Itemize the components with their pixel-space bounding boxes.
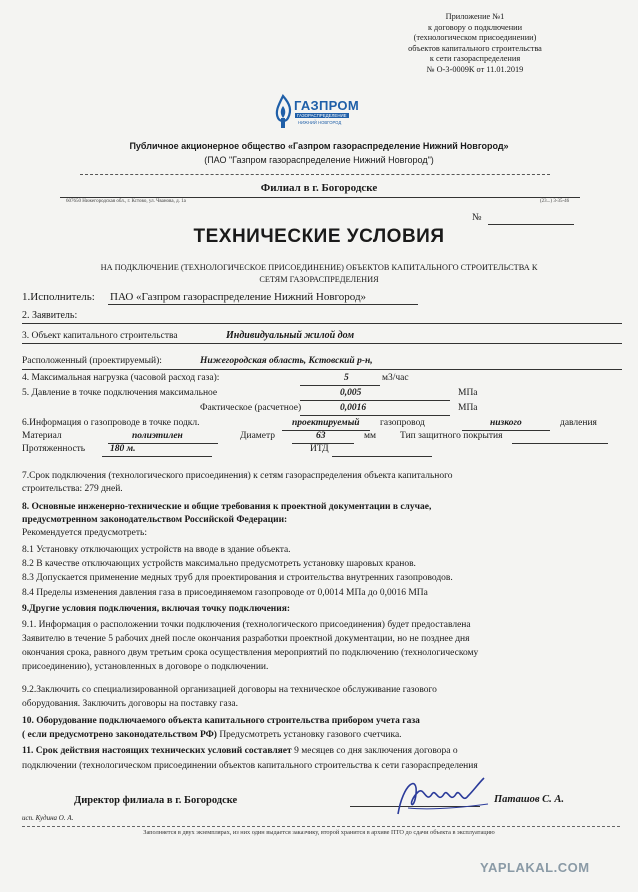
length-label: Протяженность [22, 444, 86, 454]
load-label: 4. Максимальная нагрузка (часовой расход газа): [22, 373, 220, 383]
signature-title: Директор филиала в г. Богородске [74, 795, 238, 806]
branch-address: 607650 Нижегородская обл., г. Кстово, ул. Чванова, д. 1а [66, 199, 186, 204]
section-10 [22, 714, 597, 742]
executor-label: 1.Исполнитель: [22, 291, 95, 303]
pipe-pressure-suffix: давления [560, 418, 597, 428]
diameter-value: 63 [316, 431, 326, 441]
flame-icon [270, 94, 296, 130]
doc-number-label: № [472, 212, 482, 223]
handwritten-signature [388, 764, 508, 824]
section-9-heading [22, 603, 597, 616]
text-line: 10. Оборудование подключаемого объекта капитального строительства прибором учета газа [22, 716, 420, 726]
gazprom-logo [270, 94, 370, 134]
text-line: строительства: 279 дней. [22, 484, 123, 495]
pipe-info-label: 6.Информация о газопроводе в точке подкл. [22, 418, 200, 428]
itd-label: ИТД [310, 444, 329, 454]
pressure-unit2: МПа [458, 403, 478, 413]
pressure-label: 5. Давление в точке подключения максимальное [22, 388, 218, 398]
executor-value: ПАО «Газпром газораспределение Нижний Новгород» [110, 291, 367, 303]
text-line: окончания срока, равного двум третьим срока осуществления мероприятий по подключению (технологическому [22, 648, 479, 658]
section-7 [22, 470, 597, 496]
list-item: 8.2 В качестве отключающих устройств максимально предусмотреть установку шаровых кранов. [22, 559, 416, 570]
applicant-label: 2. Заявитель: [22, 310, 78, 321]
section-8-items [22, 543, 597, 600]
field-underline [512, 443, 608, 444]
section-8-rec [22, 527, 597, 540]
coating-label: Тип защитного покрытия [400, 431, 503, 441]
section-9-1 [22, 618, 597, 674]
text-bold: ( если предусмотрено законодательством РФ) [22, 730, 217, 740]
text-line: 7.Срок подключения (технологического присоединения) к сетям газораспределения объекта капитального [22, 471, 453, 481]
object-label: 3. Объект капитального строительства [22, 331, 178, 341]
length-value: 180 м. [110, 444, 136, 454]
divider [80, 174, 550, 175]
field-underline [300, 415, 450, 416]
material-value: полиэтилен [132, 431, 183, 441]
watermark: YAPLAKAL.COM [480, 860, 590, 875]
text-line: оборудования. Заключить договоры на поставку газа. [22, 699, 239, 709]
field-underline [300, 400, 450, 401]
page-title: ТЕХНИЧЕСКИЕ УСЛОВИЯ [193, 226, 445, 247]
text-line: 9.2.Заключить со специализированной организацией договоры на техническое обслуживание газового [22, 685, 437, 695]
section-11 [22, 744, 597, 774]
appendix-line: объектов капитального строительства [408, 43, 542, 53]
field-underline [300, 385, 380, 386]
logo-sub2: НИЖНИЙ НОВГОРОД [298, 120, 342, 125]
branch-name: Филиал в г. Богородске [260, 182, 378, 194]
appendix-block [350, 12, 600, 76]
appendix-line: к сети газораспределения [429, 54, 521, 64]
object-value: Индивидуальный жилой дом [226, 330, 355, 341]
text-line: присоединению), установленных в договоре о подключении. [22, 662, 269, 672]
list-item: 8.1 Установку отключающих устройств на вводе в здание объекта. [22, 545, 291, 555]
doc-number-line [488, 224, 574, 225]
pressure-fact-label: Фактическое (расчетное) [200, 403, 302, 413]
divider [22, 826, 620, 827]
section-9-2 [22, 683, 597, 711]
pressure-fact: 0,0016 [340, 403, 367, 413]
field-underline [102, 456, 212, 457]
section-8-heading [22, 501, 597, 527]
field-underline [22, 343, 622, 344]
pipe-word: газопровод [380, 418, 425, 428]
diameter-label: Диаметр [240, 431, 276, 441]
location-label: Расположенный (проектируемый): [22, 356, 162, 366]
list-item: 8.4 Пределы изменения давления газа в присоединяемом газопроводе от 0,0014 МПа до 0,0016 МПа [22, 587, 428, 598]
diameter-unit: мм [364, 431, 377, 441]
appendix-line: № О-3-0009К от 11.01.2019 [426, 64, 524, 74]
appendix-line: Приложение №1 [445, 12, 505, 21]
appendix-line: к договору о подключении [427, 22, 523, 32]
text-rest: 9 месяцев со дня заключения договора о [291, 746, 458, 756]
subtitle [0, 262, 638, 286]
branch-phone: (23...) 3-35-46 [540, 199, 570, 204]
text-line: подключении (технологическом присоединении объектов капитального строительства к сети газораспределения [22, 761, 478, 771]
org-full-name: Публичное акционерное общество «Газпром газораспределение Нижний Новгород» [129, 141, 509, 151]
text-line: 9.1. Информация о расположении точки подключения (технологического присоединения) будет предоставлена [22, 620, 471, 630]
executor-note: исп. Кудина О. А. [22, 814, 74, 822]
pressure-unit: МПа [458, 388, 478, 398]
field-underline [332, 456, 432, 457]
text-line: 8. Основные инженерно-технические и общие требования к проектной документации в случае, [22, 502, 432, 512]
text-line: 9.Другие условия подключения, включая точку подключения: [22, 604, 291, 614]
material-label: Материал [22, 431, 62, 441]
text-line: предусмотренном законодательством Российской Федерации: [22, 515, 288, 526]
signature-name: Паташов С. А. [494, 794, 565, 805]
footer-note: Заполняется в двух экземплярах, из них один выдается заказчику, второй хранится в архиве ПТО до сдачи объекта в эксплуатацию [143, 829, 495, 836]
pressure-max: 0,005 [340, 388, 362, 398]
text-line: Рекомендуется предусмотреть: [22, 528, 148, 538]
field-underline [282, 430, 370, 431]
load-unit: м3/час [382, 373, 409, 383]
subtitle-line: НА ПОДКЛЮЧЕНИЕ (ТЕХНОЛОГИЧЕСКОЕ ПРИСОЕДИНЕНИЕ) ОБЪЕКТОВ КАПИТАЛЬНОГО СТРОИТЕЛЬСТВА К [100, 263, 538, 272]
field-underline [108, 304, 418, 305]
pipe-state: проектируемый [292, 418, 360, 428]
org-short-name: (ПАО "Газпром газораспределение Нижний Новгород") [204, 155, 434, 165]
load-value: 5 [344, 373, 349, 383]
logo-sub1: ГАЗОРАСПРЕДЕЛЕНИЕ [297, 113, 347, 118]
field-underline [22, 323, 622, 324]
appendix-line: (технологическом присоединении) [413, 33, 537, 43]
location-value: Нижегородская область, Кстовский р-н, [200, 356, 373, 366]
text-bold: 11. Срок действия настоящих технических условий составляет [22, 746, 292, 756]
divider [60, 197, 580, 198]
field-underline [22, 369, 622, 370]
list-item: 8.3 Допускается применение медных труб для проектирования и строительства внутренних газопроводов. [22, 573, 453, 584]
text-rest: Предусмотреть установку газового счетчика. [216, 730, 402, 740]
text-line: Заявителю в течение 5 рабочих дней после окончания разработки проектной документации, но не позднее дня [22, 634, 470, 644]
logo-brand: ГАЗПРОМ [294, 98, 359, 113]
pipe-pressure: низкого [490, 418, 522, 428]
subtitle-line: СЕТЯМ ГАЗОРАСПРЕДЕЛЕНИЯ [259, 275, 379, 284]
